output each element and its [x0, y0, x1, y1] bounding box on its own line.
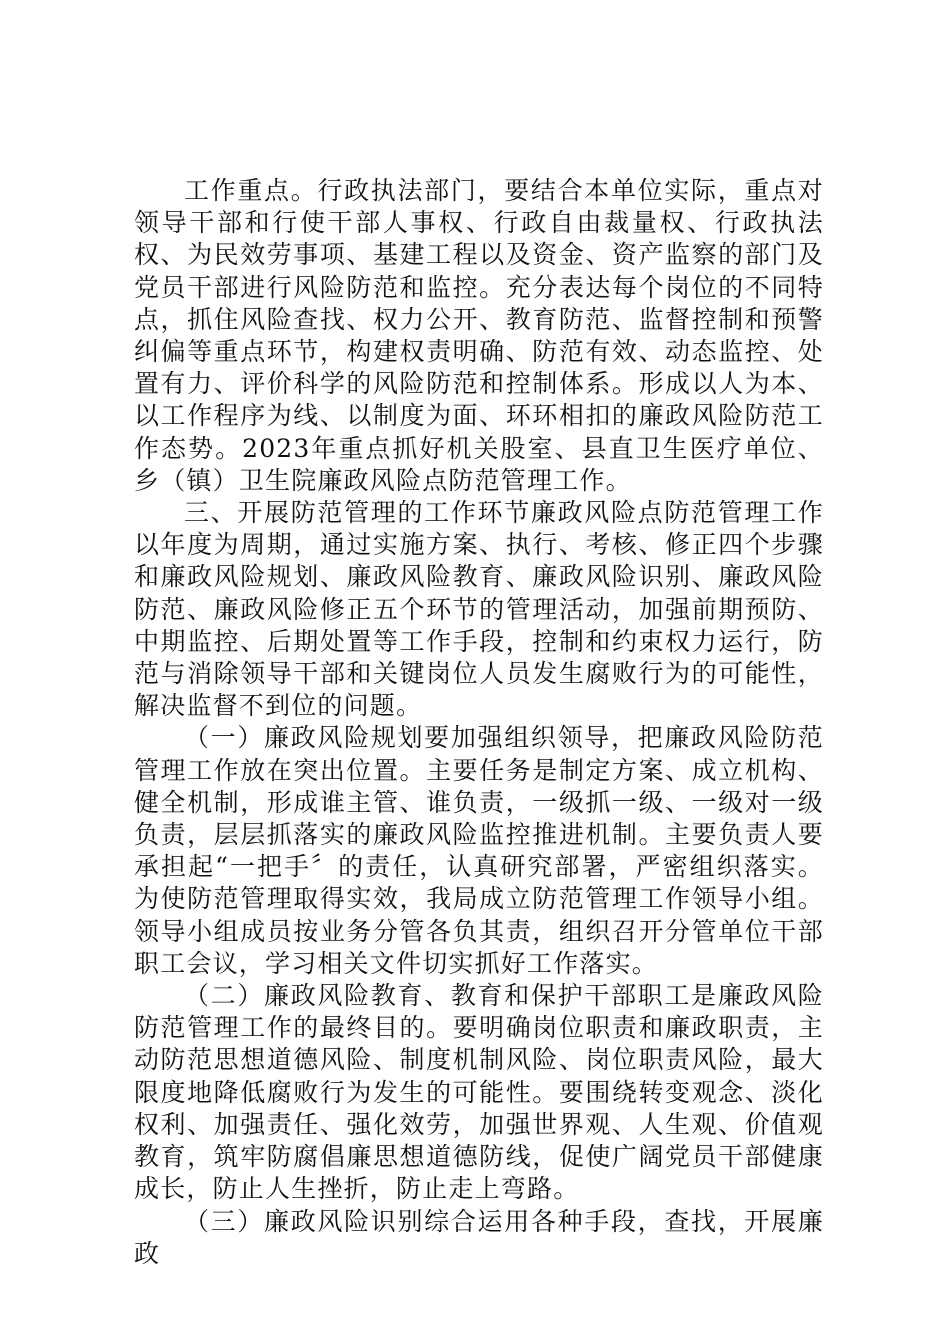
paragraph-risk-planning: （一）廉政风险规划要加强组织领导，把廉政风险防范管理工作放在突出位置。主要任务是制定方案、成立机构、健全机制，形成谁主管、谁负责，一级抓一级、一级对一级负责，层层抓落实的廉政风险监控推进机制。主要负责人要承担起“一把手〞的责任，认真研究部署，严密组织落实。为使防范管理取得实效，我局成立防范管理工作领导小组。领导小组成员按业务分管各负其责，组织召开分管单位干部职工会议，学习相关文件切实抓好工作落实。 [134, 723, 824, 978]
paragraph-risk-identification: （三）廉政风险识别综合运用各种手段，查找，开展廉政 [134, 1206, 824, 1268]
paragraph-work-focus: 工作重点。行政执法部门，要结合本单位实际，重点对领导干部和行使干部人事权、行政自由裁量权、行政执法权、为民效劳事项、基建工程以及资金、资产监察的部门及党员干部进行风险防范和监控。充分表达每个岗位的不同特点，抓住风险查找、权力公开、教育防范、监督控制和预警纠偏等重点环节，构建权责明确、防范有效、动态监控、处置有力、评价科学的风险防范和控制体系。形成以人为本、以工作程序为线、以制度为面、环环相扣的廉政风险防范工作态势。2023年重点抓好机关股室、县直卫生医疗单位、乡（镇）卫生院廉政风险点防范管理工作。 [134, 176, 824, 495]
paragraph-section-three: 三、开展防范管理的工作环节廉政风险点防范管理工作以年度为周期，通过实施方案、执行、考核、修正四个步骤和廉政风险规划、廉政风险教育、廉政风险识别、廉政风险防范、廉政风险修正五个环节的管理活动，加强前期预防、中期监控、后期处置等工作手段，控制和约束权力运行，防范与消除领导干部和关键岗位人员发生腐败行为的可能性，解决监督不到位的问题。 [134, 498, 824, 721]
paragraph-risk-education: （二）廉政风险教育、教育和保护干部职工是廉政风险防范管理工作的最终目的。要明确岗位职责和廉政职责，主动防范思想道德风险、制度机制风险、岗位职责风险，最大限度地降低腐败行为发生的可能性。要围绕转变观念、淡化权利、加强责任、强化效劳，加强世界观、人生观、价值观教育，筑牢防腐倡廉思想道德防线，促使广阔党员干部健康成长，防止人生挫折，防止走上弯路。 [134, 981, 824, 1204]
document-body [134, 175, 824, 1270]
